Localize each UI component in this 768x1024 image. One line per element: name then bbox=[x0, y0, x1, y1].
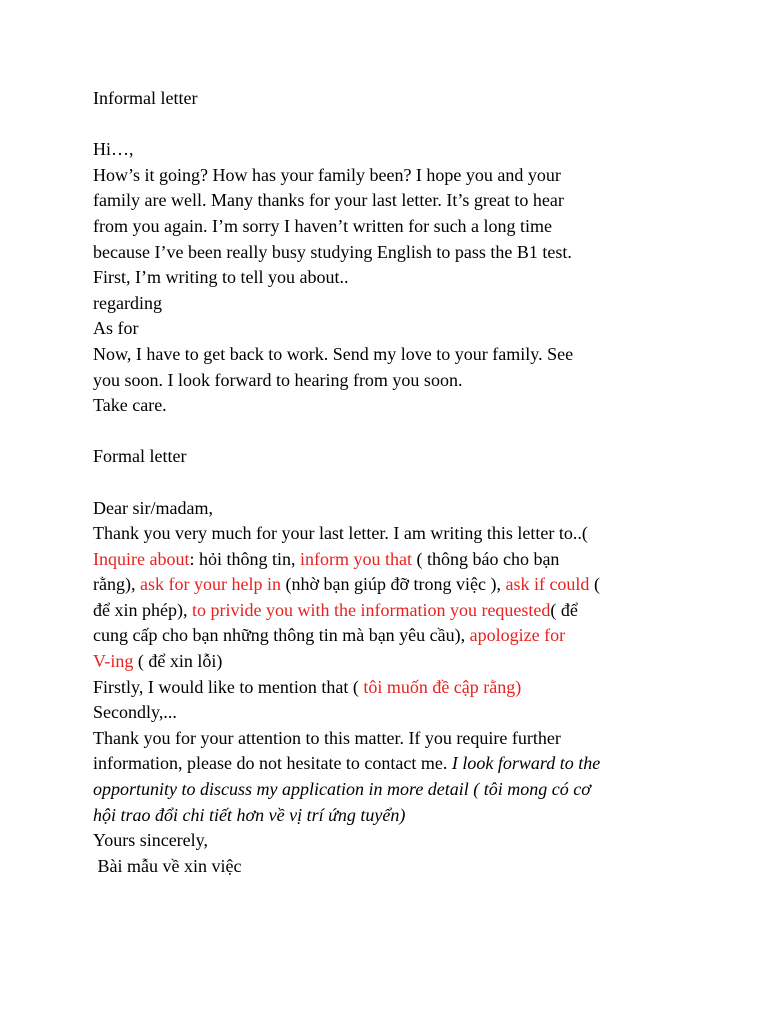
informal-line: As for bbox=[93, 318, 139, 339]
formal-phrase-line bbox=[93, 623, 713, 649]
phrase-highlight: ask if could bbox=[505, 574, 590, 595]
informal-line: How’s it going? How has your family been? I hope you and your bbox=[93, 164, 561, 185]
phrase-gloss: rằng), bbox=[93, 574, 140, 595]
phrase-highlight: inform you that bbox=[299, 548, 412, 569]
informal-line: family are well. Many thanks for your last letter. It’s great to hear bbox=[93, 190, 564, 211]
phrase-gloss: cung cấp cho bạn những thông tin mà bạn yêu cầu), bbox=[93, 625, 470, 646]
formal-phrase-line bbox=[93, 547, 713, 573]
formal-secondly: Secondly,... bbox=[93, 702, 177, 723]
phrase-gloss: để xin phép), bbox=[93, 599, 192, 620]
phrase-gloss: ( để xin lỗi) bbox=[133, 651, 223, 672]
phrase-highlight: Inquire about bbox=[93, 548, 190, 569]
informal-line: you soon. I look forward to hearing from you soon. bbox=[93, 369, 463, 390]
closing-italic: I look forward to the bbox=[451, 753, 601, 774]
sample-caption: Bài mẫu về xin việc bbox=[93, 855, 242, 876]
phrase-highlight: apologize for bbox=[469, 625, 566, 646]
document-page bbox=[93, 86, 713, 879]
informal-line: Now, I have to get back to work. Send my love to your family. See bbox=[93, 343, 574, 364]
phrase-gloss: (nhờ bạn giúp đỡ trong việc ), bbox=[280, 574, 506, 595]
phrase-gloss: ( bbox=[589, 574, 600, 595]
informal-greeting: Hi…, bbox=[93, 139, 134, 160]
phrase-highlight: tôi muốn đề cập rằng) bbox=[363, 676, 522, 697]
phrase-gloss: Firstly, I would like to mention that ( bbox=[93, 676, 364, 697]
spacer bbox=[93, 470, 713, 496]
closing-text: information, please do not hesitate to contact me. bbox=[93, 753, 452, 774]
phrase-gloss: ( để bbox=[550, 599, 578, 620]
formal-heading: Formal letter bbox=[93, 446, 187, 467]
formal-phrase-line bbox=[93, 598, 713, 624]
phrase-gloss: ( thông báo cho bạn bbox=[411, 548, 560, 569]
informal-line: regarding bbox=[93, 292, 162, 313]
formal-phrase-line bbox=[93, 649, 713, 675]
formal-closing-line bbox=[93, 751, 713, 777]
formal-phrase-line bbox=[93, 675, 713, 701]
formal-intro: Thank you very much for your last letter. I am writing this letter to..( bbox=[93, 523, 588, 544]
phrase-gloss: : hỏi thông tin, bbox=[189, 548, 300, 569]
informal-heading: Informal letter bbox=[93, 88, 198, 108]
informal-line: First, I’m writing to tell you about.. bbox=[93, 267, 349, 288]
spacer bbox=[93, 112, 713, 138]
phrase-highlight: V-ing bbox=[93, 651, 134, 672]
informal-line: from you again. I’m sorry I haven’t written for such a long time bbox=[93, 215, 553, 236]
informal-line: because I’ve been really busy studying English to pass the B1 test. bbox=[93, 241, 572, 262]
formal-closing-line: opportunity to discuss my application in more detail ( tôi mong có cơ bbox=[93, 779, 591, 800]
formal-signoff: Yours sincerely, bbox=[93, 830, 208, 851]
formal-closing-line: hội trao đổi chi tiết hơn về vị trí ứng tuyển) bbox=[93, 804, 406, 825]
formal-closing-line: Thank you for your attention to this matter. If you require further bbox=[93, 727, 561, 748]
phrase-highlight: to privide you with the information you requested bbox=[191, 599, 551, 620]
formal-phrase-line bbox=[93, 572, 713, 598]
spacer bbox=[93, 419, 713, 445]
informal-line: Take care. bbox=[93, 395, 167, 416]
phrase-highlight: ask for your help in bbox=[139, 574, 281, 595]
formal-greeting: Dear sir/madam, bbox=[93, 497, 213, 518]
